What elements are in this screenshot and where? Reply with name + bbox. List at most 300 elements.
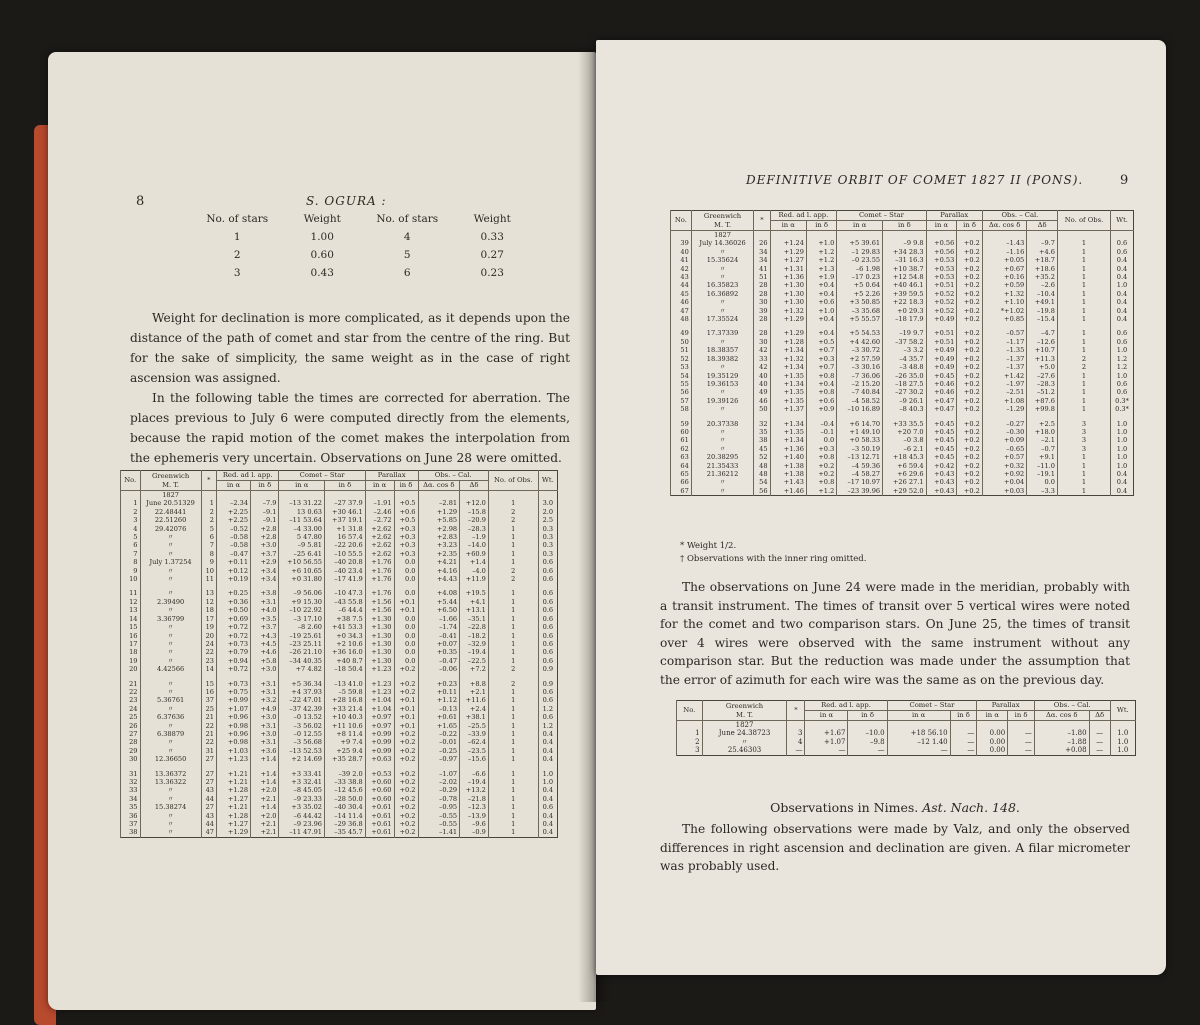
table-cell: +3 32.41 xyxy=(279,778,325,786)
table-cell: +1.30 xyxy=(365,640,394,648)
table-cell: 2.5 xyxy=(538,516,557,524)
table-cell: –23 25.11 xyxy=(279,640,325,648)
table-row xyxy=(121,713,558,721)
table-cell: –26 35.0 xyxy=(883,372,926,380)
table-cell: 59 xyxy=(671,420,692,428)
table-cell: +3.23 xyxy=(418,541,460,549)
table-cell: 1 xyxy=(1057,265,1110,273)
table-cell: –22.5 xyxy=(460,657,489,665)
table-cell: 1.0 xyxy=(1110,738,1135,746)
table-cell: +60.9 xyxy=(460,550,489,558)
table-cell: +0.2 xyxy=(806,462,836,470)
table-cell: 〃 xyxy=(691,445,753,453)
table-cell: –0.65 xyxy=(982,445,1026,453)
table-cell: +0.61 xyxy=(365,803,394,811)
table-cell: 44 xyxy=(201,795,216,803)
table-cell: –0.57 xyxy=(982,329,1026,337)
table-cell: *+1.02 xyxy=(982,307,1026,315)
table-cell: 0.4 xyxy=(1111,265,1134,273)
table-cell: 10 xyxy=(201,567,216,575)
table-cell: –1.97 xyxy=(982,380,1026,388)
table-body xyxy=(677,721,1136,756)
table-cell: 0.4 xyxy=(538,786,557,794)
page-number-left: 8 xyxy=(136,194,145,209)
table-cell: June 24.38723 xyxy=(702,729,787,737)
table-cell: 1.0 xyxy=(1110,746,1135,755)
table-cell: 1 xyxy=(488,713,538,721)
table-cell: +0.36 xyxy=(216,598,250,606)
section-title xyxy=(660,800,1130,815)
table-body xyxy=(671,231,1134,496)
table-cell: 1.0 xyxy=(1111,372,1134,380)
table-cell: –31 16.3 xyxy=(883,256,926,264)
table-cell: 24 xyxy=(201,640,216,648)
table-cell: +0.6 xyxy=(806,397,836,405)
col-header: * xyxy=(787,701,805,721)
table-cell: +0.2 xyxy=(957,405,983,413)
observations-table-right xyxy=(670,210,1134,496)
table-cell: +2.1 xyxy=(251,828,279,837)
table-cell: 1.0 xyxy=(1111,436,1134,444)
table-cell: +0.2 xyxy=(957,372,983,380)
table-cell: +0.19 xyxy=(216,575,250,583)
table-cell: 2 xyxy=(121,508,141,516)
table-cell: –35.1 xyxy=(460,615,489,623)
table-cell: +1.21 xyxy=(216,803,250,811)
table-row xyxy=(121,648,558,656)
table-cell: 0.4 xyxy=(1111,478,1134,486)
table-cell: –8 2.60 xyxy=(279,623,325,631)
table-cell: –0 13.52 xyxy=(279,713,325,721)
table-cell: 44 xyxy=(671,281,692,289)
table-cell: +40 8.7 xyxy=(325,657,366,665)
col-header: No. xyxy=(121,471,141,491)
table-cell: +35.2 xyxy=(1027,273,1058,281)
table-cell: +0.49 xyxy=(926,346,957,354)
table-cell: –9.8 xyxy=(848,738,887,746)
table-cell: +33 35.5 xyxy=(883,420,926,428)
table-cell: +0.50 xyxy=(216,606,250,614)
table-cell: +2.1 xyxy=(460,688,489,696)
table-cell: 16 57.4 xyxy=(325,533,366,541)
table-cell: +10 40.3 xyxy=(325,713,366,721)
table-cell: +1.29 xyxy=(216,828,250,837)
table-cell: –1.37 xyxy=(982,363,1026,371)
table-cell: +11.3 xyxy=(1027,355,1058,363)
table-cell: 42 xyxy=(754,346,770,354)
table-cell: +0.2 xyxy=(957,338,983,346)
table-cell: 27 xyxy=(121,730,141,738)
table-cell: +3.0 xyxy=(251,713,279,721)
table-cell: –26 21.10 xyxy=(279,648,325,656)
table-cell: +1.76 xyxy=(365,558,394,566)
table-cell: +2.25 xyxy=(216,508,250,516)
col-header: No. of Obs. xyxy=(1057,211,1110,231)
table-cell: 14 xyxy=(121,615,141,623)
table-cell: +1.24 xyxy=(770,239,806,247)
table-cell: –3 30.72 xyxy=(837,346,883,354)
table-cell: 〃 xyxy=(691,405,753,413)
table-cell: +0.8 xyxy=(806,478,836,486)
table-cell: +1.35 xyxy=(770,388,806,396)
table-cell: 1 xyxy=(488,738,538,746)
table-cell: +0.52 xyxy=(926,290,957,298)
sub-header: in α xyxy=(805,711,848,721)
sub-header: in α xyxy=(216,481,250,491)
table-cell: 0.6 xyxy=(538,688,557,696)
table-cell: 22 xyxy=(201,648,216,656)
table-cell: +1.3 xyxy=(806,265,836,273)
table-cell: 22.48441 xyxy=(140,508,201,516)
table-cell: +0.32 xyxy=(982,462,1026,470)
left-page xyxy=(48,52,596,1010)
table-cell: –11 47.91 xyxy=(279,828,325,837)
table-cell: 〃 xyxy=(140,657,201,665)
table-cell: 0.6 xyxy=(538,567,557,575)
table-cell: 34 xyxy=(754,248,770,256)
table-cell: 0.0 xyxy=(394,575,418,583)
table-cell: 〃 xyxy=(140,820,201,828)
table-cell: 1.0 xyxy=(1111,428,1134,436)
table-cell: 0.4 xyxy=(538,738,557,746)
table-cell: –40 30.4 xyxy=(325,803,366,811)
table-cell: 56 xyxy=(671,388,692,396)
table-cell: 43 xyxy=(201,786,216,794)
table-cell: +0.43 xyxy=(926,478,957,486)
table-cell: 12 xyxy=(201,598,216,606)
table-cell: 1.2 xyxy=(538,705,557,713)
table-cell: –1.9 xyxy=(460,533,489,541)
table-cell: +5 36.34 xyxy=(279,680,325,688)
table-cell: 0.0 xyxy=(394,648,418,656)
table-cell: 41 xyxy=(754,265,770,273)
table-cell: +1.28 xyxy=(770,338,806,346)
table-cell: –15.8 xyxy=(460,508,489,516)
table-cell: 62 xyxy=(671,445,692,453)
table-cell: +0.09 xyxy=(982,436,1026,444)
table-cell: +19.5 xyxy=(460,589,489,597)
table-cell: +0.1 xyxy=(394,713,418,721)
table-cell: +0.2 xyxy=(806,470,836,478)
table-cell: 1 xyxy=(677,729,703,737)
table-cell: +4.16 xyxy=(418,567,460,575)
table-cell: –6 1.98 xyxy=(837,265,883,273)
table-cell: 0.6 xyxy=(1111,388,1134,396)
table-cell: +1.35 xyxy=(770,397,806,405)
sub-header: Δα. cos δ xyxy=(1034,711,1089,721)
table-cell: +3 50.85 xyxy=(837,298,883,306)
table-cell: — xyxy=(1089,729,1110,737)
table-cell: 0.6 xyxy=(538,713,557,721)
table-cell: +11.6 xyxy=(460,696,489,704)
table-cell: +0.67 xyxy=(982,265,1026,273)
sub-header: in δ xyxy=(848,711,887,721)
table-cell: +1.30 xyxy=(770,298,806,306)
table-cell: –10 47.3 xyxy=(325,589,366,597)
table-cell: –4 35.7 xyxy=(883,355,926,363)
table-cell: –0 12.55 xyxy=(279,730,325,738)
table-cell: 1 xyxy=(1057,281,1110,289)
table-cell: +34 28.3 xyxy=(883,248,926,256)
col-header: Wt. xyxy=(1111,211,1134,231)
table-cell: +1.29 xyxy=(770,315,806,323)
table-cell: +1.32 xyxy=(982,290,1026,298)
col-header: Greenwich M. T. xyxy=(140,471,201,491)
table-cell: –1.17 xyxy=(982,338,1026,346)
table-cell: –3.3 xyxy=(1027,487,1058,496)
table-cell: –8 45.05 xyxy=(279,786,325,794)
table-cell: +0.2 xyxy=(957,478,983,486)
table-cell: 〃 xyxy=(691,265,753,273)
table-row xyxy=(121,558,558,566)
table-cell: 1.0 xyxy=(1111,453,1134,461)
table-cell: –23.5 xyxy=(460,747,489,755)
running-head-right: DEFINITIVE ORBIT OF COMET 1827 II (PONS). xyxy=(746,173,1084,187)
table-cell: — xyxy=(1008,746,1035,755)
table-cell: 3.0 xyxy=(538,499,557,507)
table-cell: 1 xyxy=(1057,470,1110,478)
table-cell: +12 54.8 xyxy=(883,273,926,281)
table-cell: +6 14.70 xyxy=(837,420,883,428)
table-row xyxy=(671,248,1134,256)
table-cell: 0.0 xyxy=(394,632,418,640)
table-cell: +0.1 xyxy=(394,722,418,730)
table-row xyxy=(121,755,558,763)
table-cell: 1 xyxy=(1057,388,1110,396)
table-cell: +5.44 xyxy=(418,598,460,606)
table-cell: 54 xyxy=(754,478,770,486)
table-cell: +5 2.26 xyxy=(837,290,883,298)
table-cell: +1.36 xyxy=(770,445,806,453)
table-cell: –11.0 xyxy=(1027,462,1058,470)
table-cell: –1 29.83 xyxy=(837,248,883,256)
table-cell: –0.58 xyxy=(216,541,250,549)
table-cell: 11 xyxy=(121,589,141,597)
table-cell: +1.12 xyxy=(418,696,460,704)
table-cell: +1.07 xyxy=(805,738,848,746)
table-cell: 50 xyxy=(754,405,770,413)
table-row xyxy=(671,453,1134,461)
table-cell: +18.0 xyxy=(1027,428,1058,436)
table-cell: –0.4 xyxy=(806,420,836,428)
table-cell: +18.7 xyxy=(1027,256,1058,264)
table-row xyxy=(671,298,1134,306)
table-cell: +0.3 xyxy=(394,533,418,541)
table-cell: +0.61 xyxy=(365,828,394,837)
table-cell: 0.6 xyxy=(538,615,557,623)
table-cell: +0.47 xyxy=(926,405,957,413)
table-cell: 20 xyxy=(201,632,216,640)
table-cell: 〃 xyxy=(140,828,201,837)
table-cell: 1 xyxy=(1057,338,1110,346)
table-cell: 18 xyxy=(201,606,216,614)
table-cell: 29 xyxy=(121,747,141,755)
table-cell: 25.46303 xyxy=(702,746,787,755)
table-cell: 3.36799 xyxy=(140,615,201,623)
table-cell: +0.98 xyxy=(216,722,250,730)
table-cell: –33 38.8 xyxy=(325,778,366,786)
year-label: 1827 xyxy=(702,721,787,730)
table-cell: 35 xyxy=(754,428,770,436)
table-cell: +2.83 xyxy=(418,533,460,541)
table-row xyxy=(121,550,558,558)
table-cell: +3.1 xyxy=(251,680,279,688)
table-cell: +0.3 xyxy=(806,355,836,363)
table-cell: 1 xyxy=(488,589,538,597)
table-cell: +3.1 xyxy=(251,598,279,606)
table-cell: +20 7.0 xyxy=(883,428,926,436)
table-cell: 45 xyxy=(671,290,692,298)
table-cell: +1.2 xyxy=(806,487,836,496)
table-cell: –22 20.6 xyxy=(325,541,366,549)
table-cell: –3 50.19 xyxy=(837,445,883,453)
table-cell: +1.36 xyxy=(770,273,806,281)
table-cell: 20.38295 xyxy=(691,453,753,461)
col-header: Wt. xyxy=(1110,701,1135,721)
table-cell: –12 45.6 xyxy=(325,786,366,794)
table-cell: –1.80 xyxy=(1034,729,1089,737)
table-cell: 28 xyxy=(754,281,770,289)
table-cell: 1 xyxy=(1057,273,1110,281)
table-cell: +0.73 xyxy=(216,640,250,648)
table-cell: –0.52 xyxy=(216,525,250,533)
table-cell: 0.4 xyxy=(538,730,557,738)
table-cell: 48 xyxy=(671,315,692,323)
table-cell: 7 xyxy=(201,541,216,549)
table-cell: +1.2 xyxy=(806,248,836,256)
table-cell: –10.4 xyxy=(1027,290,1058,298)
table-cell: 1 xyxy=(1057,478,1110,486)
weights-cell: 2 xyxy=(233,249,241,261)
table-cell: +0.99 xyxy=(365,747,394,755)
table-cell: –0.27 xyxy=(982,420,1026,428)
table-cell: +2.0 xyxy=(251,812,279,820)
table-row xyxy=(671,290,1134,298)
table-cell: +0.46 xyxy=(926,388,957,396)
section-title-text: Observations in Nimes. xyxy=(770,800,919,815)
table-cell: +0.2 xyxy=(394,820,418,828)
table-cell: +0.2 xyxy=(394,803,418,811)
table-cell: +2.62 xyxy=(365,541,394,549)
table-cell: 42 xyxy=(754,363,770,371)
table-cell: +18 45.3 xyxy=(883,453,926,461)
col-header: No. of Obs. xyxy=(488,471,538,491)
table-cell: 0.6 xyxy=(1111,329,1134,337)
table-cell: –4 59.36 xyxy=(837,462,883,470)
table-row xyxy=(121,795,558,803)
observations-table-left xyxy=(120,470,558,838)
table-cell: –51.2 xyxy=(1027,388,1058,396)
table-cell: 1 xyxy=(1057,346,1110,354)
table-cell: +2.4 xyxy=(460,705,489,713)
table-cell: +0.11 xyxy=(418,688,460,696)
weights-cell: 3 xyxy=(233,267,241,279)
col-header: Parallax xyxy=(926,211,982,221)
table-cell: +0.3 xyxy=(394,541,418,549)
table-cell: 49 xyxy=(671,329,692,337)
table-cell: — xyxy=(848,746,887,755)
table-row xyxy=(121,828,558,837)
paragraph: The observations on June 24 were made in the meridian, probably with a transit instrument. The times of transit over 5 vertical wires were noted for the comet and two comparison stars. On June 25, the times of transit over 4 wires were observed with the same instrument without any comparison star. But the reduction was made under the assumption that the error of azimuth for each wire was the same as on the previous day. xyxy=(660,580,1130,687)
table-cell: 28 xyxy=(121,738,141,746)
table-cell: 2.39490 xyxy=(140,598,201,606)
table-row xyxy=(671,307,1134,315)
table-cell: +3.7 xyxy=(251,550,279,558)
table-cell: +3.4 xyxy=(251,575,279,583)
table-cell: 46 xyxy=(754,397,770,405)
table-cell: +2.1 xyxy=(251,820,279,828)
table-cell: 0.6 xyxy=(538,558,557,566)
table-cell: 13.36322 xyxy=(140,778,201,786)
table-cell: +0.2 xyxy=(394,688,418,696)
table-cell: –0.55 xyxy=(418,820,460,828)
table-cell: +0.52 xyxy=(926,298,957,306)
table-cell: +0.08 xyxy=(1034,746,1089,755)
table-row xyxy=(121,770,558,778)
table-cell: 3 xyxy=(1057,420,1110,428)
table-cell: +1.35 xyxy=(770,428,806,436)
table-cell: 0.3* xyxy=(1111,397,1134,405)
table-row xyxy=(671,338,1134,346)
table-cell: –2.02 xyxy=(418,778,460,786)
table-cell: 17.37339 xyxy=(691,329,753,337)
table-cell: 0.6 xyxy=(538,575,557,583)
table-cell: 45 xyxy=(754,445,770,453)
table-cell: +2.5 xyxy=(1027,420,1058,428)
table-cell: +0.7 xyxy=(806,363,836,371)
table-cell: +1.07 xyxy=(216,705,250,713)
table-cell: 64 xyxy=(671,462,692,470)
table-cell: +0.11 xyxy=(216,558,250,566)
table-cell: 16 xyxy=(201,688,216,696)
table-cell: –1.74 xyxy=(418,623,460,631)
table-cell: 15 xyxy=(201,680,216,688)
table-cell: +1.56 xyxy=(365,606,394,614)
table-cell: –18 50.4 xyxy=(325,665,366,673)
table-cell: 0.0 xyxy=(394,657,418,665)
table-cell: 0.0 xyxy=(394,589,418,597)
table-cell: 〃 xyxy=(691,248,753,256)
table-cell: 2 xyxy=(488,567,538,575)
table-cell: +1.38 xyxy=(770,470,806,478)
table-cell: +4.6 xyxy=(251,648,279,656)
weights-cell: 4 xyxy=(403,231,411,243)
table-cell: –0.1 xyxy=(806,428,836,436)
table-cell: –10.0 xyxy=(848,729,887,737)
table-cell: — xyxy=(1089,746,1110,755)
sub-header: in α xyxy=(770,221,806,231)
table-cell: 3 xyxy=(1057,428,1110,436)
running-head-left: S. OGURA : xyxy=(306,194,387,208)
table-cell: 31 xyxy=(201,747,216,755)
table-cell: 0.4 xyxy=(1111,273,1134,281)
table-row xyxy=(671,436,1134,444)
sub-header: in α xyxy=(279,481,325,491)
table-cell: 0.0 xyxy=(806,436,836,444)
table-cell: +3.6 xyxy=(251,747,279,755)
table-cell: –0.01 xyxy=(418,738,460,746)
table-cell: 32 xyxy=(121,778,141,786)
table-cell: +1.29 xyxy=(770,329,806,337)
table-cell: +0.97 xyxy=(365,722,394,730)
table-cell: 15.38274 xyxy=(140,803,201,811)
table-cell: +0.69 xyxy=(216,615,250,623)
table-cell: +39 59.5 xyxy=(883,290,926,298)
table-row xyxy=(121,812,558,820)
table-cell: +0.2 xyxy=(957,420,983,428)
table-cell: –4 58.27 xyxy=(837,470,883,478)
table-cell: 0.00 xyxy=(977,729,1008,737)
